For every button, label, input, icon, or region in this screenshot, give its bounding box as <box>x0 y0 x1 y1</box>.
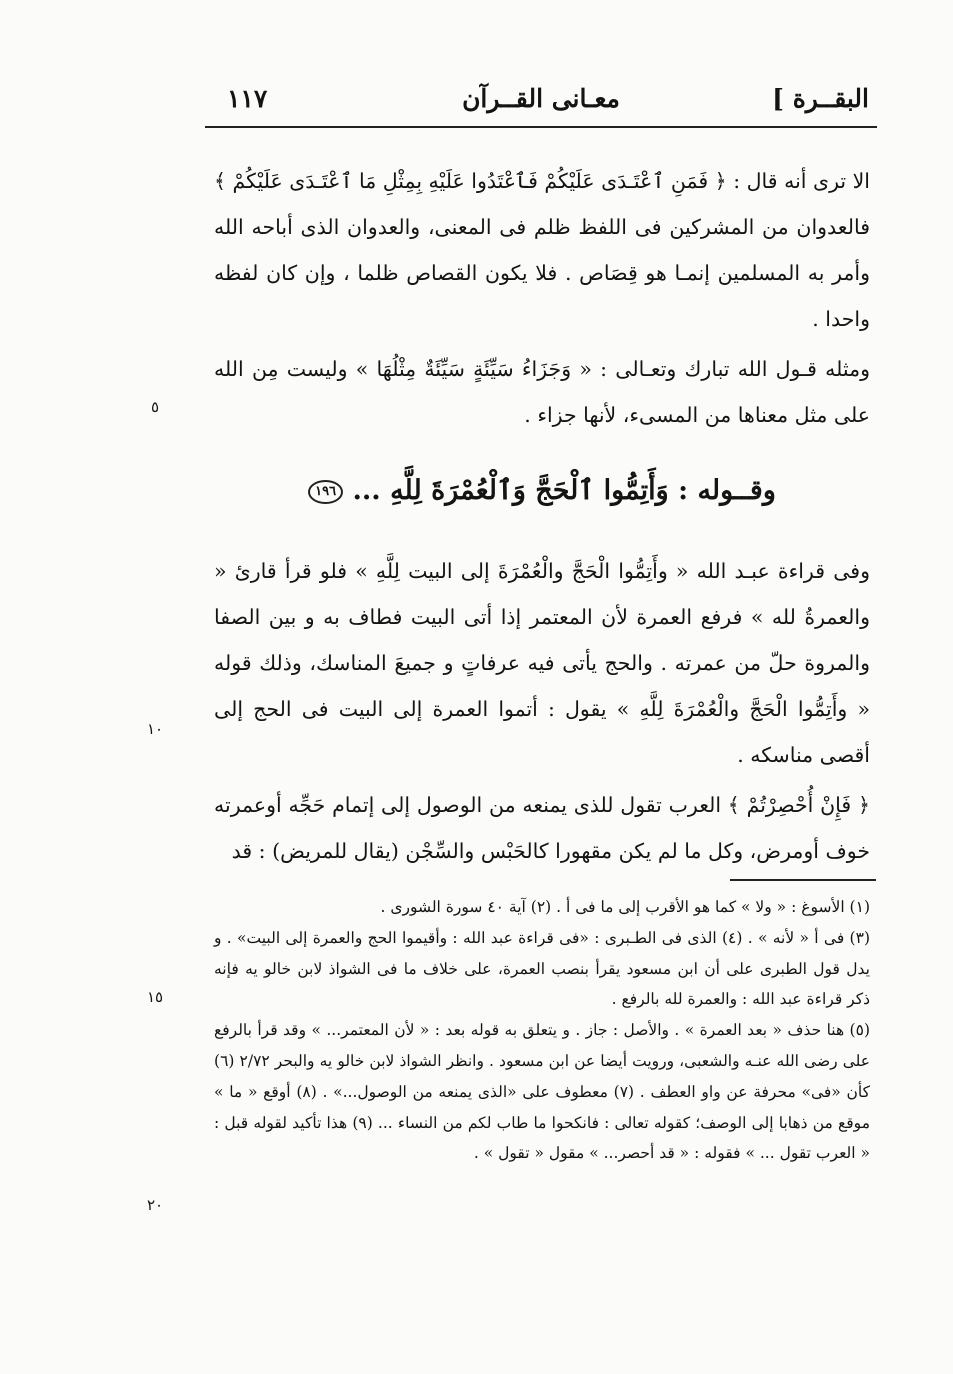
header-rule <box>205 126 877 128</box>
verse-heading-text: وقــوله : وَأَتِمُّوا ٱلْحَجَّ وَٱلْعُمْرَةَ لِلَّهِ ... <box>352 475 776 506</box>
line-number: ٢٠ <box>146 1196 164 1214</box>
paragraph: ﴿ فَإِنْ أُحْصِرْتُمْ ﴾ العرب تقول للذى يمنعه من الوصول إلى إتمام حَجِّه أوعمرته خوف أومرض، وكل ما لم يكن مقهورا كالحَبْس والسِّجْن (يقال للمريض) : قد <box>214 793 870 863</box>
verse-number-badge: ١٩٦ <box>308 480 343 504</box>
footnote-rule <box>730 879 876 881</box>
main-text <box>214 158 870 874</box>
footnote: (١) الأسوغ : « ولا » كما هو الأقرب إلى ما فى أ . (٢) آية ٤٠ سورة الشورى . <box>380 898 870 916</box>
line-number: ١٥ <box>146 988 164 1006</box>
page-header <box>205 78 877 126</box>
footnote: (٥) هنا حذف « بعد العمرة » . والأصل : جاز . و يتعلق به قوله بعد : « لأن المعتمر... » وقد قرأ بالرفع على رضى الله عنـه والشعبى، ورويت أيضا عن ابن مسعود . وانظر الشواذ لابن خالو يه والبحر ٢/٧٢ (٦) كأن «فى» محرفة عن واو العطف . (٧) معطوف على «الذى يمنعه من الوصول...» . (٨) أوقع « ما » موقع من ذهابا إلى الوصف؛ كقوله تعالى : فانكحوا ما طاب لكم من النساء ... (٩) هذا تأكيد لقوله قبل : « العرب تقول ... » فقوله : « قد أحصر... » مقول « تقول » . <box>214 1021 870 1163</box>
paragraph: الا ترى أنه قال : ﴿ فَمَنِ ٱعْتَـدَى عَلَيْكُمْ فَٱعْتَدُوا عَلَيْهِ بِمِثْلِ مَا ٱعْتَـدَى عَلَيْكُمْ ﴾ فالعدوان من المشركين فى اللفظ ظلم فى المعنى، والعدوان الذى أباحه الله وأمر به المسلمين إنمـا هو قِصَاص . فلا يكون القصاص ظلما ، وإن كان لفظه واحدا . <box>214 169 870 331</box>
footnotes <box>214 892 870 1169</box>
page-number: ١١٧ <box>227 84 268 113</box>
verse-heading <box>214 464 870 518</box>
sura-name: البقــرة ] <box>772 84 869 113</box>
paragraph: ومثله قـول الله تبارك وتعـالى : « وَجَزَاءُ سَيِّئَةٍ سَيِّئَةٌ مِثْلُهَا » وليست مِن الله على مثل معناها من المسىء، لأنها جزاء . <box>214 357 870 427</box>
book-title: معـانى القــرآن <box>462 84 620 113</box>
footnote: (٣) فى أ « لأنه » . (٤) الذى فى الطـبرى : «فى قراءة عبد الله : وأقيموا الحج والعمرة إلى البيت» . و يدل قول الطبرى على أن ابن مسعود يقرأ بنصب العمرة، على خلاف ما فى الشواذ لابن خالو يه فإنه ذكر قراءة عبد الله : والعمرة لله بالرفع . <box>214 928 870 1009</box>
paragraph: وفى قراءة عبـد الله « وأَتِمُّوا الْحَجَّ والْعُمْرَةَ إلى البيت لِلَّهِ » فلو قرأ قارئ « والعمرةُ لله » فرفع العمرة لأن المعتمر إذا أتى البيت فطاف به و بين الصفا والمروة حلّ من عمرته . والحج يأتى فيه عرفاتٍ و جميعَ المناسك، وذلك قوله « وأَتِمُّوا الْحَجَّ والْعُمْرَةَ لِلَّهِ » يقول : أتموا العمرة إلى البيت فى الحج إلى أقصى مناسكه . <box>214 559 870 767</box>
line-number: ١٠ <box>146 720 164 738</box>
line-number: ٥ <box>150 398 160 416</box>
